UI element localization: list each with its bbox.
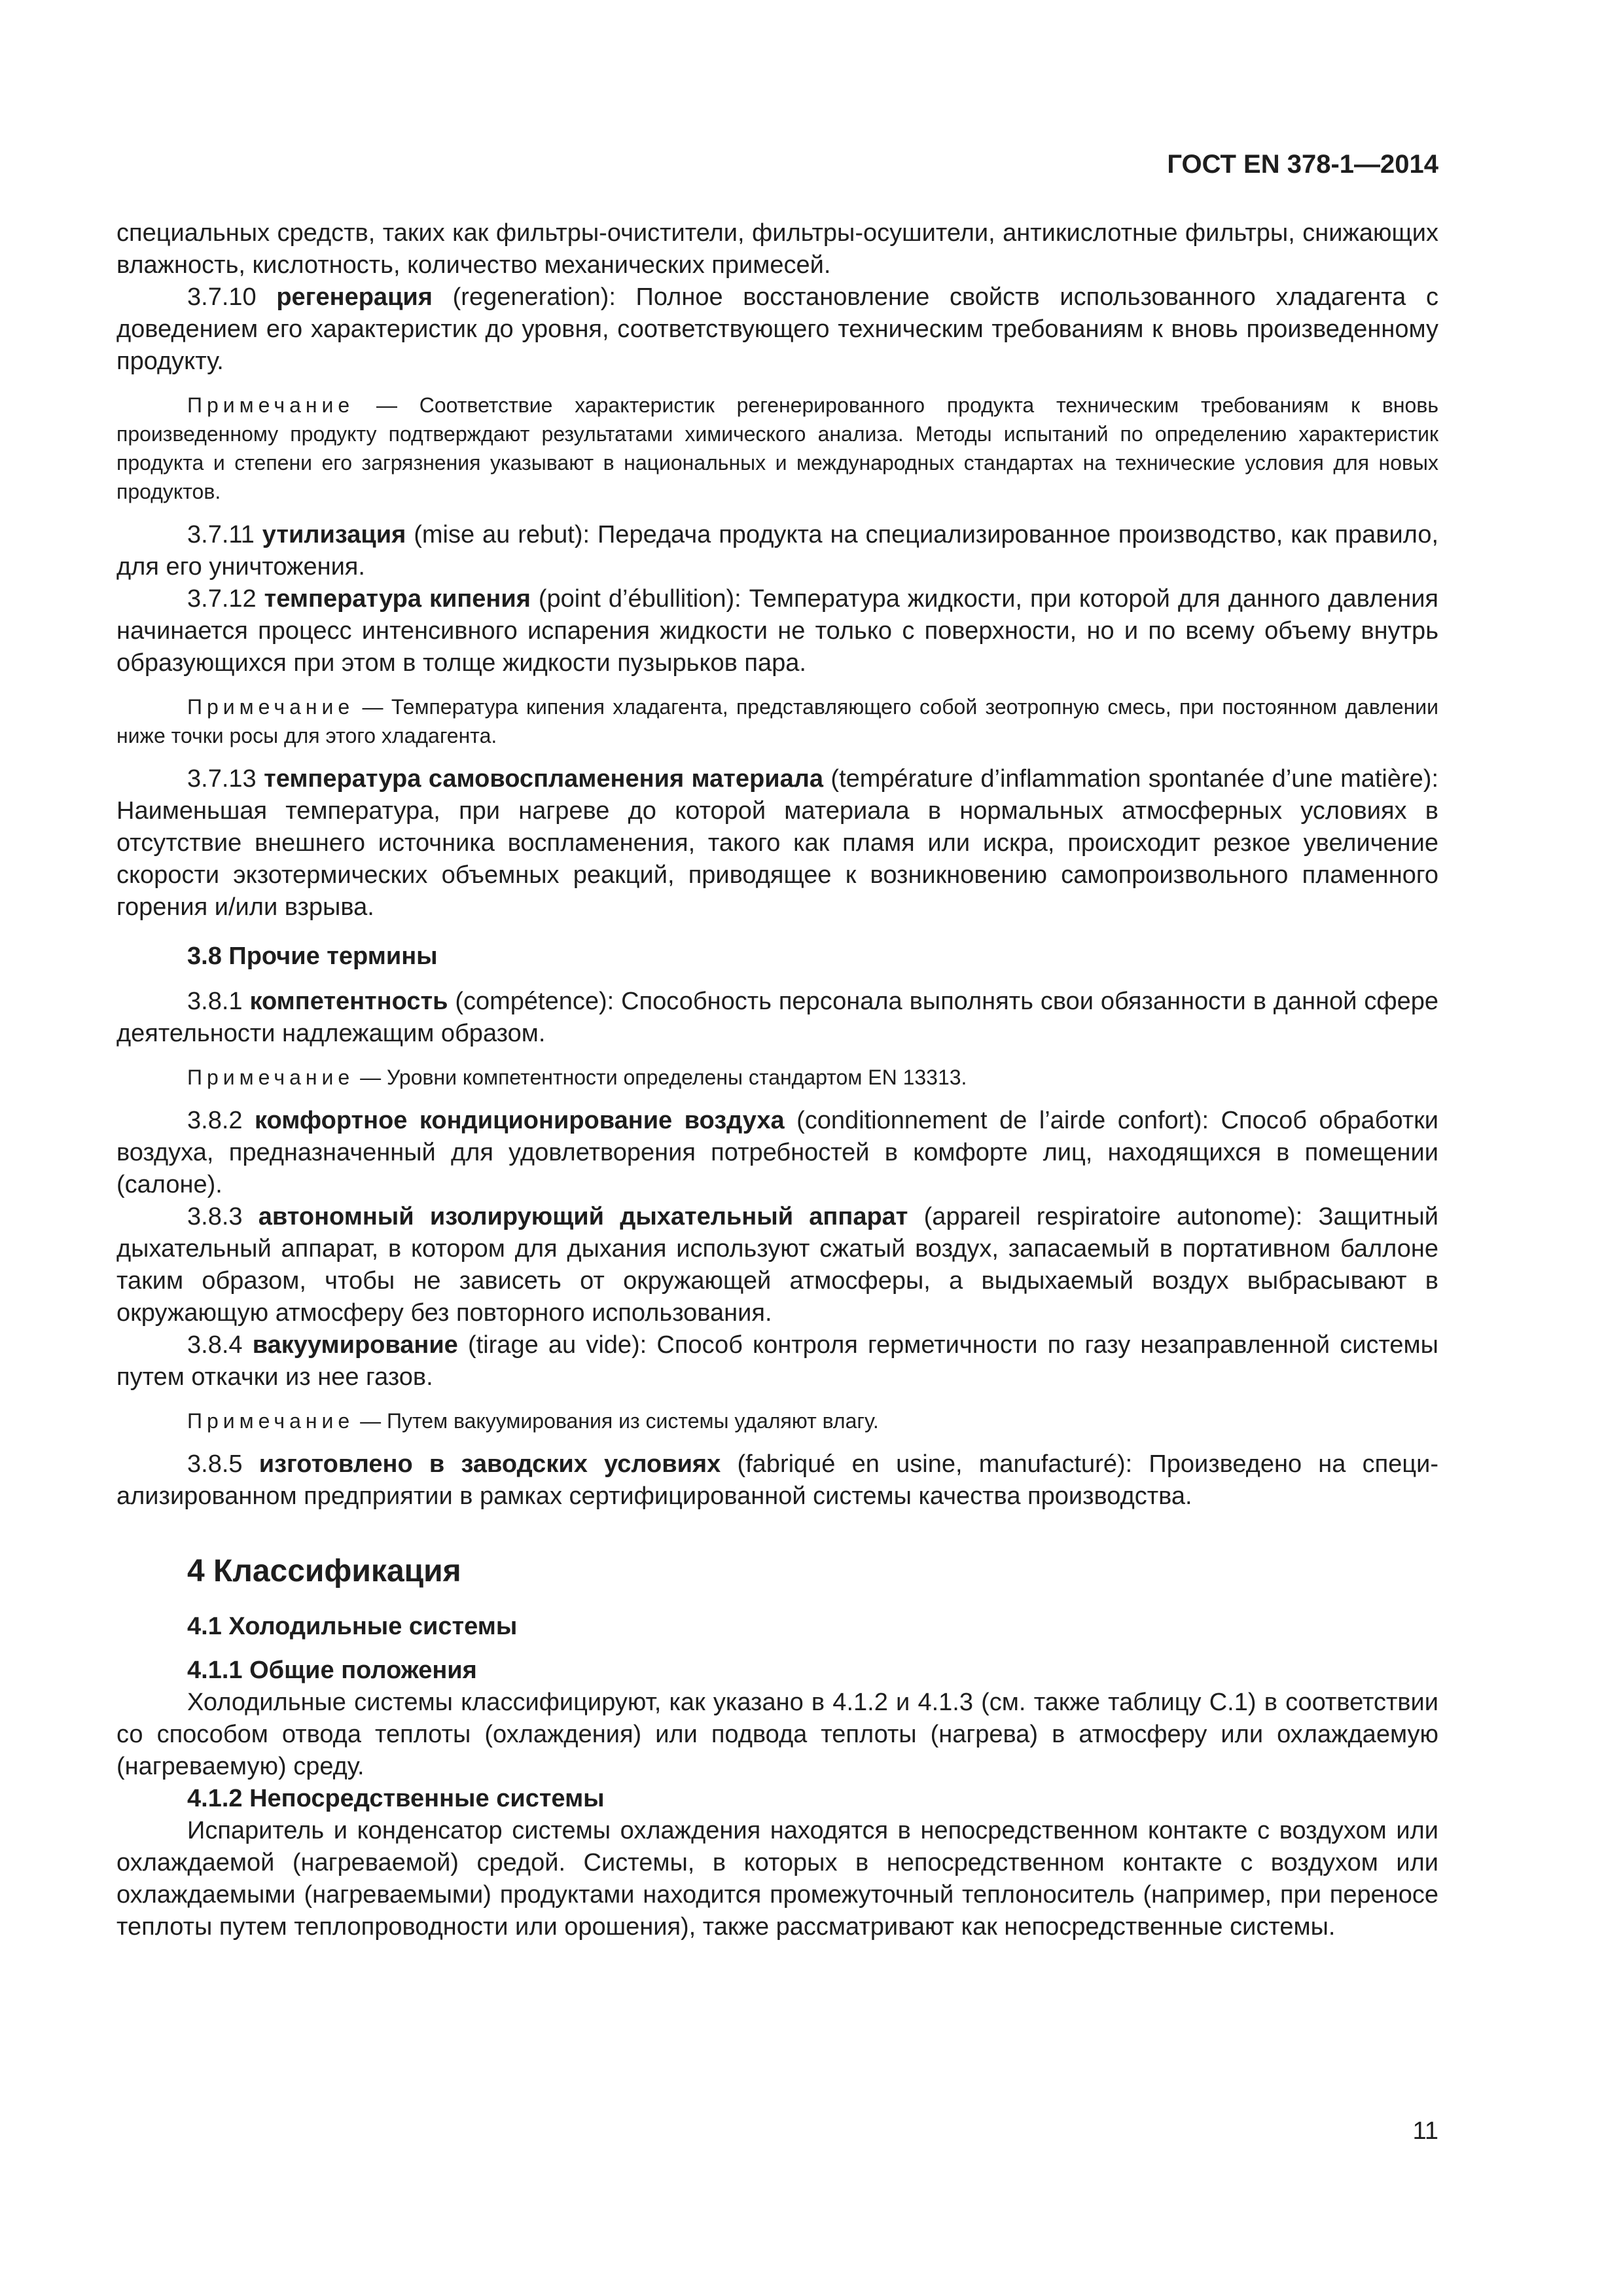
term-3-8-5: 3.8.5 изготовлено в заводских условиях (fabriqué en usine, manufacturé): Произведено на специализированном предприятии в рамках сертифицированной системы качества производства. [116, 1450, 1438, 1510]
term-title: вакуумирование [252, 1331, 458, 1359]
document-header: ГОСТ EN 378-1—2014 [1167, 150, 1438, 179]
note-label: Примечание [187, 695, 355, 719]
term-3-8-3: 3.8.3 автономный изолирующий дыхательный аппарат (appareil respiratoire autonome): Защитный дыхательный аппарат, в котором для дыхания используют сжатый воздух, запасаемый в портативном баллоне таким образом, чтобы не зависеть от окружающей атмосферы, а выдыхаемый воздух выбрасывают в окружающую атмосферу без повторного использования. [116, 1203, 1439, 1327]
section-4-1-2-heading: 4.1.2 Непосредственные системы [187, 1785, 605, 1812]
page-number: 11 [1412, 2117, 1438, 2145]
section-4-1-1-heading: 4.1.1 Общие положения [187, 1657, 477, 1684]
term-title: температура кипения [264, 585, 531, 613]
term-title: комфортное кондиционирование воздуха [255, 1107, 785, 1134]
term-title: утилизация [262, 521, 406, 548]
term-3-7-13: 3.7.13 температура самовоспламенения материала (température d’inflammation spontanée d’une matière): Наименьшая температура, при нагреве до которой материала в нормальных атмосферных условиях в отсутствие внешнего источника воспламенения, такого как пламя или искра, происходит резкое увеличение скорости экзотермических объемных реакций, приводящее к возникновению самопроизвольного пламенного горения и/или взрыва. [116, 765, 1438, 921]
term-title: автономный изолирующий дыхательный аппарат [258, 1203, 908, 1230]
term-3-8-1: 3.8.1 компетентность (compétence): Способность персонала выполнять свои обязанности в данной сфере деятельности надлежащим образом. [116, 988, 1439, 1047]
section-3-8-heading: 3.8 Прочие термины [187, 942, 438, 970]
note-3-7-10: Примечание — Соответствие характеристик регенерированного продукта техническим требованиям к вновь произведенному продукту подтверждают результатами химического анализа. Методы испытаний по определению характеристик продукта и степени его загрязнения указывают в национальных и международных стандартах на технические условия для новых продуктов. [116, 393, 1439, 503]
term-title: температура самовоспламенения материала [264, 765, 823, 793]
term-title: регенерация [276, 283, 433, 311]
section-4-heading: 4 Классификация [187, 1554, 461, 1588]
term-3-7-11: 3.7.11 утилизация (mise au rebut): Передача продукта на специализированное производство, как правило, для его уничтожения. [116, 521, 1439, 581]
note-label: Примечание [187, 1066, 355, 1089]
term-title: изготовлено в заводских условиях [259, 1450, 721, 1478]
note-3-7-12: Примечание — Температура кипения хладагента, представляющего собой зеотропную смесь, при постоянном давлении ниже точки росы для этого хладагента. [116, 695, 1439, 747]
term-3-8-2: 3.8.2 комфортное кондиционирование воздуха (conditionnement de l’airde confort): Способ обработки воздуха, предназначенный для удовлетворения потребностей в комфорте лиц, находящихся в помещении (салоне). [116, 1107, 1439, 1198]
continuation-paragraph: специальных средств, таких как фильтры-очистители, фильтры-осушители, антикислотные фильтры, снижающих влажность, кислотность, количество механических примесей. [116, 219, 1438, 279]
term-3-7-12: 3.7.12 температура кипения (point d’ébullition): Температура жидкости, при которой для данного давления начинается процесс интенсивного испарения жидкости не только с поверхности, но и по всему объему внутрь образующихся при этом в толще жидкости пузырьков пара. [116, 585, 1438, 677]
document-page [116, 0, 1438, 2296]
document-body [116, 217, 1438, 1943]
note-label: Примечание [187, 1409, 355, 1433]
section-4-1-heading: 4.1 Холодильные системы [187, 1613, 518, 1640]
note-3-8-1: Примечание — Уровни компетентности определены стандартом EN 13313. [187, 1066, 967, 1089]
term-3-7-10: 3.7.10 регенерация (regeneration): Полное восстановление свойств использованного хладагента с доведением его характеристик до уровня, соответствующего техническим требованиям к вновь произведенному продукту. [116, 283, 1438, 375]
note-label: Примечание [187, 393, 355, 417]
paragraph-4-1-1: Холодильные системы классифицируют, как указано в 4.1.2 и 4.1.3 (см. также таблицу С.1) в соответствии со способом отвода теплоты (охлаждения) или подвода теплоты (нагрева) в атмосферу или охлаждаемую (нагреваемую) среду. [116, 1689, 1438, 1780]
term-3-8-4: 3.8.4 вакуумирование (tirage au vide): Способ контроля герметичности по газу незаправленной системы путем откачки из нее газов. [116, 1331, 1438, 1391]
term-title: компетентность [249, 988, 448, 1015]
paragraph-4-1-2: Испаритель и конденсатор системы охлаждения находятся в непосредственном контакте с воздухом или охлаждаемой (нагреваемой) средой. Системы, в которых в непосредственном контакте с воздухом или охлаждаемыми (нагреваемыми) продуктами находится промежуточный теплоноситель (например, при переносе теплоты путем теплопроводности или орошения), также рассматривают как непосредственные системы. [116, 1817, 1438, 1941]
note-3-8-4: Примечание — Путем вакуумирования из системы удаляют влагу. [187, 1409, 879, 1433]
